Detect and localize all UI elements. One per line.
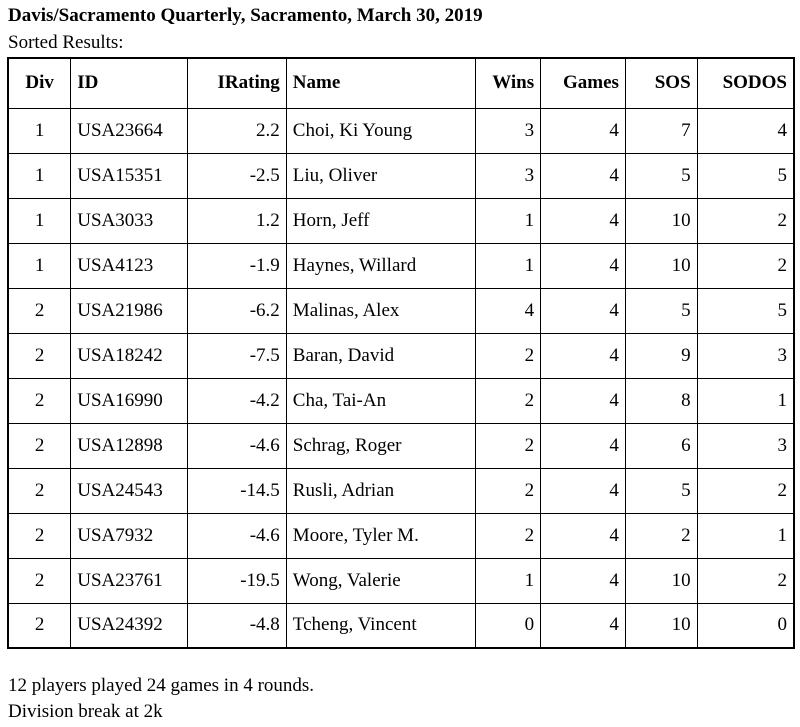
table-row — [8, 288, 794, 333]
cell-sodos: 3 — [697, 423, 794, 468]
cell-games: 4 — [541, 108, 626, 153]
cell-sos: 10 — [625, 198, 697, 243]
header-games: Games — [541, 58, 626, 108]
table-row — [8, 153, 794, 198]
cell-games: 4 — [541, 243, 626, 288]
cell-sodos: 4 — [697, 108, 794, 153]
header-id: ID — [71, 58, 188, 108]
cell-games: 4 — [541, 603, 626, 648]
table-row — [8, 108, 794, 153]
header-sos: SOS — [625, 58, 697, 108]
cell-irating: -7.5 — [188, 333, 287, 378]
cell-div: 2 — [8, 558, 71, 603]
results-table — [7, 57, 795, 649]
cell-div: 1 — [8, 153, 71, 198]
cell-name: Malinas, Alex — [286, 288, 475, 333]
cell-wins: 1 — [476, 243, 541, 288]
table-row — [8, 333, 794, 378]
cell-wins: 2 — [476, 333, 541, 378]
cell-irating: -19.5 — [188, 558, 287, 603]
cell-div: 2 — [8, 333, 71, 378]
cell-sos: 10 — [625, 603, 697, 648]
cell-id: USA12898 — [71, 423, 188, 468]
cell-games: 4 — [541, 423, 626, 468]
cell-sodos: 1 — [697, 378, 794, 423]
cell-games: 4 — [541, 198, 626, 243]
table-row — [8, 243, 794, 288]
cell-div: 1 — [8, 108, 71, 153]
cell-games: 4 — [541, 558, 626, 603]
cell-irating: -4.2 — [188, 378, 287, 423]
cell-irating: -6.2 — [188, 288, 287, 333]
cell-name: Tcheng, Vincent — [286, 603, 475, 648]
cell-games: 4 — [541, 513, 626, 558]
cell-sodos: 5 — [697, 288, 794, 333]
cell-wins: 2 — [476, 378, 541, 423]
cell-games: 4 — [541, 153, 626, 198]
cell-sodos: 5 — [697, 153, 794, 198]
cell-div: 2 — [8, 513, 71, 558]
cell-id: USA7932 — [71, 513, 188, 558]
header-sodos: SODOS — [697, 58, 794, 108]
table-row — [8, 468, 794, 513]
cell-wins: 1 — [476, 558, 541, 603]
cell-name: Horn, Jeff — [286, 198, 475, 243]
cell-sos: 7 — [625, 108, 697, 153]
cell-wins: 2 — [476, 513, 541, 558]
cell-sodos: 2 — [697, 243, 794, 288]
header-name: Name — [286, 58, 475, 108]
cell-id: USA21986 — [71, 288, 188, 333]
cell-name: Choi, Ki Young — [286, 108, 475, 153]
cell-name: Liu, Oliver — [286, 153, 475, 198]
cell-irating: -4.6 — [188, 423, 287, 468]
cell-irating: -1.9 — [188, 243, 287, 288]
cell-irating: -4.6 — [188, 513, 287, 558]
cell-games: 4 — [541, 333, 626, 378]
cell-div: 2 — [8, 423, 71, 468]
cell-div: 2 — [8, 378, 71, 423]
summary-text: 12 players played 24 games in 4 rounds. — [8, 675, 315, 696]
cell-div: 1 — [8, 198, 71, 243]
cell-name: Schrag, Roger — [286, 423, 475, 468]
cell-games: 4 — [541, 288, 626, 333]
cell-name: Cha, Tai-An — [286, 378, 475, 423]
cell-id: USA3033 — [71, 198, 188, 243]
cell-games: 4 — [541, 378, 626, 423]
cell-sos: 5 — [625, 288, 697, 333]
cell-irating: 1.2 — [188, 198, 287, 243]
page-title: Davis/Sacramento Quarterly, Sacramento, March 30, 2019 — [8, 5, 483, 26]
cell-sos: 9 — [625, 333, 697, 378]
cell-wins: 2 — [476, 423, 541, 468]
table-row — [8, 423, 794, 468]
table-row — [8, 603, 794, 648]
cell-wins: 2 — [476, 468, 541, 513]
header-div: Div — [8, 58, 71, 108]
cell-id: USA23761 — [71, 558, 188, 603]
cell-div: 1 — [8, 243, 71, 288]
cell-sos: 10 — [625, 243, 697, 288]
cell-sodos: 2 — [697, 558, 794, 603]
cell-irating: -2.5 — [188, 153, 287, 198]
cell-sos: 10 — [625, 558, 697, 603]
cell-wins: 4 — [476, 288, 541, 333]
header-wins: Wins — [476, 58, 541, 108]
cell-wins: 3 — [476, 108, 541, 153]
cell-id: USA24543 — [71, 468, 188, 513]
cell-wins: 3 — [476, 153, 541, 198]
cell-wins: 1 — [476, 198, 541, 243]
cell-name: Haynes, Willard — [286, 243, 475, 288]
cell-name: Wong, Valerie — [286, 558, 475, 603]
cell-name: Baran, David — [286, 333, 475, 378]
division-break-text: Division break at 2k — [8, 701, 163, 722]
table-row — [8, 378, 794, 423]
cell-sodos: 1 — [697, 513, 794, 558]
cell-games: 4 — [541, 468, 626, 513]
cell-sodos: 3 — [697, 333, 794, 378]
cell-irating: -14.5 — [188, 468, 287, 513]
cell-sos: 8 — [625, 378, 697, 423]
cell-sos: 2 — [625, 513, 697, 558]
cell-sodos: 0 — [697, 603, 794, 648]
cell-id: USA18242 — [71, 333, 188, 378]
cell-id: USA15351 — [71, 153, 188, 198]
cell-name: Moore, Tyler M. — [286, 513, 475, 558]
table-row — [8, 513, 794, 558]
cell-irating: -4.8 — [188, 603, 287, 648]
cell-irating: 2.2 — [188, 108, 287, 153]
table-row — [8, 198, 794, 243]
results-subtitle: Sorted Results: — [8, 32, 124, 53]
cell-sodos: 2 — [697, 198, 794, 243]
cell-div: 2 — [8, 288, 71, 333]
cell-name: Rusli, Adrian — [286, 468, 475, 513]
cell-wins: 0 — [476, 603, 541, 648]
table-row — [8, 558, 794, 603]
cell-id: USA23664 — [71, 108, 188, 153]
table-header-row — [8, 58, 794, 108]
cell-sodos: 2 — [697, 468, 794, 513]
cell-div: 2 — [8, 603, 71, 648]
cell-id: USA4123 — [71, 243, 188, 288]
cell-sos: 5 — [625, 468, 697, 513]
cell-sos: 5 — [625, 153, 697, 198]
cell-id: USA16990 — [71, 378, 188, 423]
cell-div: 2 — [8, 468, 71, 513]
header-irating: IRating — [188, 58, 287, 108]
cell-id: USA24392 — [71, 603, 188, 648]
cell-sos: 6 — [625, 423, 697, 468]
